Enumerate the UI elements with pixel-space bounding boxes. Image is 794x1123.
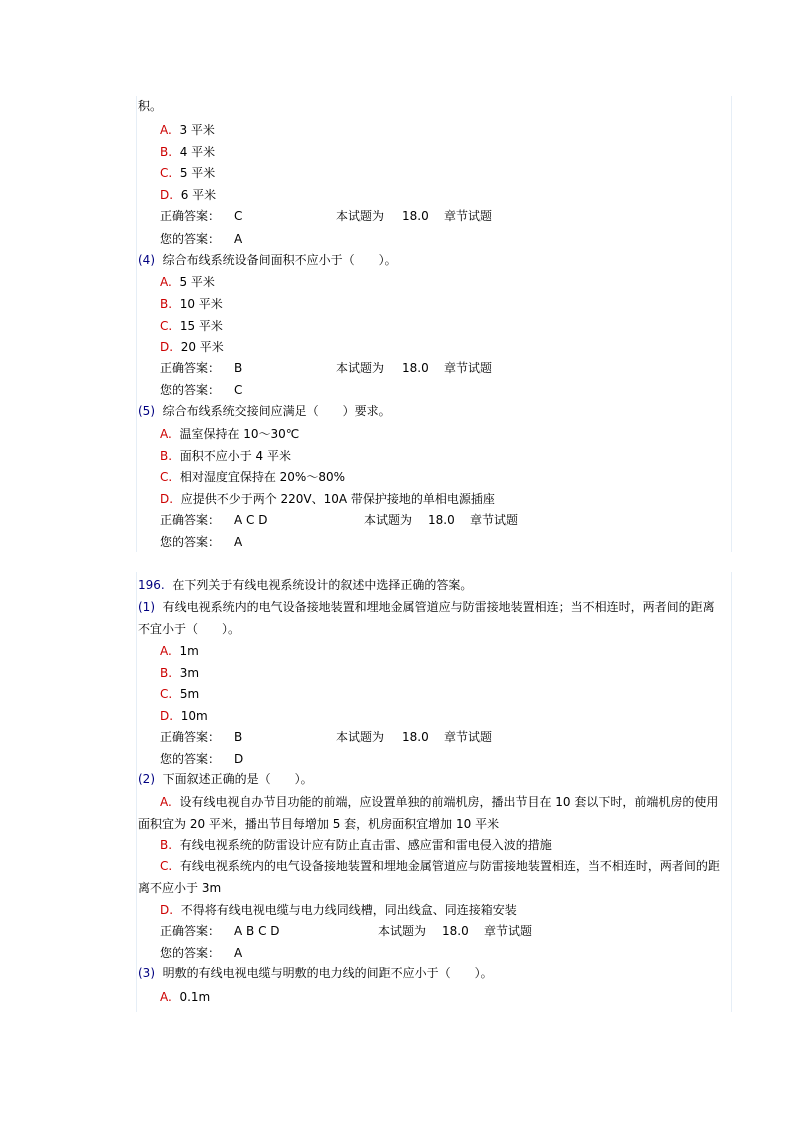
correct-answer-value: B: [234, 361, 243, 375]
section-number: 196.: [138, 578, 165, 592]
correct-answer-value: A B C D: [234, 924, 280, 938]
option-d: [160, 339, 224, 355]
option-text: 3 平米: [179, 123, 215, 137]
option-c: [160, 469, 345, 485]
option-letter: D.: [160, 709, 174, 723]
option-text: 5 平米: [179, 166, 216, 180]
option-letter: A.: [160, 123, 172, 137]
option-d: [160, 491, 495, 507]
option-letter: A.: [160, 644, 172, 658]
chapter-label: 章节试题: [470, 513, 519, 527]
score-value: 18.0: [428, 513, 455, 527]
question-text: 下面叙述正确的是（ ）。: [162, 772, 313, 786]
panel-border-right: [731, 572, 732, 1012]
option-text: 10m: [180, 709, 208, 723]
option-a: [160, 426, 299, 442]
option-letter: D.: [160, 903, 174, 917]
option-letter: B.: [160, 666, 173, 680]
question-number: (3): [138, 966, 155, 980]
option-letter: D.: [160, 492, 174, 506]
your-answer-value: C: [234, 383, 243, 397]
option-letter: B.: [160, 449, 173, 463]
option-c: [138, 855, 724, 899]
correct-answer-label: 正确答案：: [160, 209, 221, 223]
your-answer-value: A: [234, 946, 243, 960]
chapter-label: 章节试题: [444, 209, 493, 223]
question-2: [138, 771, 313, 787]
your-answer-label: 您的答案：: [160, 232, 221, 246]
option-d: [160, 902, 517, 918]
chapter-label: 章节试题: [444, 361, 493, 375]
option-letter: A.: [160, 990, 172, 1004]
score-label: 本试题为: [378, 924, 427, 938]
option-letter: B.: [160, 145, 173, 159]
option-text: 3m: [179, 666, 200, 680]
correct-answer-value: A C D: [234, 513, 268, 527]
chapter-label: 章节试题: [444, 730, 493, 744]
question-text: 综合布线系统设备间面积不应小于（ ）。: [162, 253, 397, 267]
correct-answer-label: 正确答案：: [160, 513, 221, 527]
option-letter: B.: [160, 297, 173, 311]
option-letter: C.: [160, 470, 173, 484]
your-answer-label: 您的答案：: [160, 752, 221, 766]
question-text: 明敷的有线电视电缆与明敷的电力线的间距不应小于（ ）。: [162, 966, 493, 980]
score-value: 18.0: [442, 924, 469, 938]
option-text: 4 平米: [179, 145, 216, 159]
option-text: 5m: [179, 687, 200, 701]
option-letter: B.: [160, 838, 173, 852]
option-a: [160, 274, 215, 290]
score-label: 本试题为: [336, 361, 385, 375]
section-text: 在下列关于有线电视系统设计的叙述中选择正确的答案。: [172, 578, 473, 592]
option-d: [160, 708, 208, 724]
your-answer-label: 您的答案：: [160, 535, 221, 549]
option-a: [138, 791, 724, 835]
question-text: 有线电视系统内的电气设备接地装置和埋地金属管道应与防雷接地装置相连；当不相连时，两者间的距离不宜小于（ ）。: [138, 600, 715, 636]
option-text: 5 平米: [179, 275, 215, 289]
your-answer-value: A: [234, 535, 243, 549]
option-text: 1m: [179, 644, 199, 658]
question-text: 综合布线系统交接间应满足（ ）要求。: [162, 404, 391, 418]
option-d: [160, 187, 216, 203]
option-b: [160, 144, 215, 160]
correct-answer-label: 正确答案：: [160, 924, 221, 938]
question-continuation: 积。: [138, 99, 163, 113]
option-text: 15 平米: [179, 319, 223, 333]
your-answer-label: 您的答案：: [160, 383, 221, 397]
option-b: [160, 837, 552, 853]
option-text: 0.1m: [179, 990, 211, 1004]
question-3: [138, 965, 493, 981]
score-label: 本试题为: [336, 730, 385, 744]
option-text: 6 平米: [180, 188, 217, 202]
question-number: (5): [138, 404, 155, 418]
option-text: 有线电视系统的防雷设计应有防止直击雷、感应雷和雷电侵入波的措施: [179, 838, 552, 852]
question-number: (2): [138, 772, 155, 786]
score-label: 本试题为: [336, 209, 385, 223]
option-letter: D.: [160, 340, 174, 354]
correct-answer-label: 正确答案：: [160, 730, 221, 744]
correct-answer-label: 正确答案：: [160, 361, 221, 375]
option-letter: C.: [160, 687, 173, 701]
option-text: 相对湿度宜保持在 20%～80%: [179, 470, 346, 484]
your-answer-value: A: [234, 232, 243, 246]
your-answer-label: 您的答案：: [160, 946, 221, 960]
panel-border-right: [731, 96, 732, 552]
option-text: 10 平米: [179, 297, 223, 311]
option-letter: C.: [160, 166, 173, 180]
question-4: [138, 252, 397, 268]
option-letter: C.: [160, 319, 173, 333]
score-label: 本试题为: [364, 513, 413, 527]
correct-answer-value: C: [234, 209, 243, 223]
option-b: [160, 448, 291, 464]
question-number: (4): [138, 253, 155, 267]
option-text: 设有线电视自办节目功能的前端，应设置单独的前端机房，播出节目在 10 套以下时，前端机房的使用面积宜为 20 平米，播出节目每增加 5 套，机房面积宜增加 10 平米: [138, 795, 719, 831]
option-c: [160, 318, 223, 334]
question-number: (1): [138, 600, 155, 614]
correct-answer-value: B: [234, 730, 243, 744]
option-letter: A.: [160, 275, 172, 289]
option-letter: A.: [160, 427, 172, 441]
question-5: [138, 403, 391, 419]
option-text: 20 平米: [180, 340, 224, 354]
option-b: [160, 665, 199, 681]
your-answer-value: D: [234, 752, 244, 766]
score-value: 18.0: [402, 361, 429, 375]
option-text: 不得将有线电视电缆与电力线同线槽，同出线盒、同连接箱安装: [180, 903, 517, 917]
option-text: 有线电视系统内的电气设备接地装置和埋地金属管道应与防雷接地装置相连，当不相连时，两者间的距离不应小于 3m: [138, 859, 720, 895]
option-letter: C.: [160, 859, 173, 873]
score-value: 18.0: [402, 209, 429, 223]
option-a: [160, 643, 199, 659]
panel-border-left: [136, 96, 137, 552]
chapter-label: 章节试题: [484, 924, 533, 938]
question-1: [138, 596, 724, 640]
option-text: 面积不应小于 4 平米: [179, 449, 291, 463]
option-text: 温室保持在 10～30℃: [179, 427, 300, 441]
option-c: [160, 686, 199, 702]
option-text: 应提供不少于两个 220V、10A 带保护接地的单相电源插座: [180, 492, 495, 506]
option-a: [160, 989, 210, 1005]
option-b: [160, 296, 223, 312]
option-letter: A.: [160, 795, 172, 809]
option-a: [160, 122, 215, 138]
score-value: 18.0: [402, 730, 429, 744]
section-title: [138, 577, 472, 593]
panel-border-left: [136, 572, 137, 1012]
option-letter: D.: [160, 188, 174, 202]
option-c: [160, 165, 215, 181]
